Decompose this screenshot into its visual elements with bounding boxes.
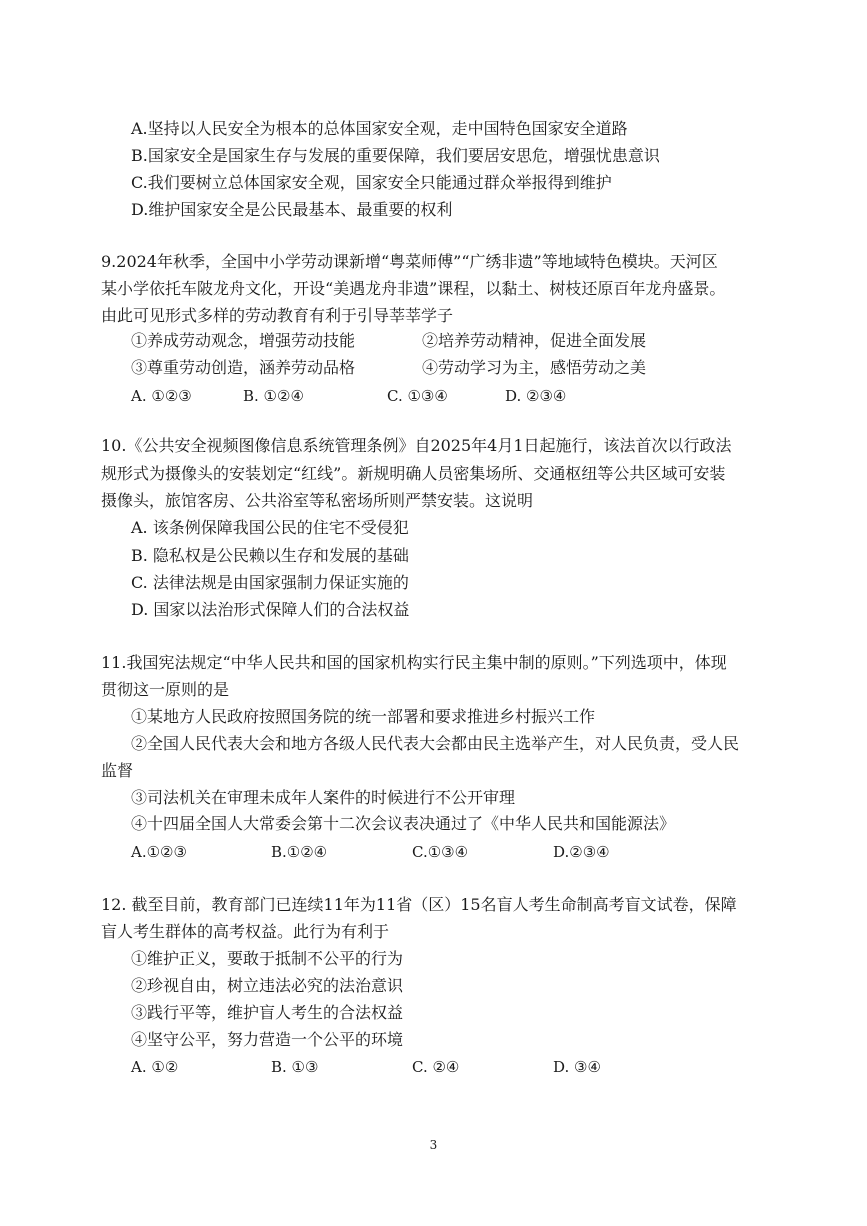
q10-stem-line: 摄像头，旅馆客房、公共浴室等私密场所则严禁安装。这说明	[101, 491, 534, 510]
q9-item-4: ④劳动学习为主，感悟劳动之美	[422, 358, 647, 377]
q11-choice-c: C.①③④	[412, 843, 469, 861]
q11-item-4: ④十四届全国人大常委会第十二次会议表决通过了《中华人民共和国能源法》	[131, 814, 676, 833]
q12-stem-line: 盲人考生群体的高考权益。此行为有利于	[101, 922, 390, 941]
q12-item-2: ②珍视自由，树立违法必究的法治意识	[131, 976, 404, 995]
q12-item-4: ④坚守公平，努力营造一个公平的环境	[131, 1030, 404, 1049]
q10-option-c: C. 法律法规是由国家强制力保证实施的	[131, 573, 409, 592]
q11-choice-b: B.①②④	[271, 843, 328, 861]
q11-choice-d: D.②③④	[553, 843, 610, 861]
q11-stem-line: 11.我国宪法规定“中华人民共和国的国家机构实行民主集中制的原则。”下列选项中，体现	[101, 653, 727, 672]
q9-choice-d: D. ②③④	[505, 387, 567, 405]
q9-choice-c: C. ①③④	[387, 387, 448, 405]
q10-option-d: D. 国家以法治形式保障人们的合法权益	[131, 600, 410, 619]
q9-item-1: ①养成劳动观念，增强劳动技能	[131, 331, 356, 350]
q12-choice-a: A. ①②	[131, 1058, 179, 1076]
q11-choice-a: A.①②③	[131, 843, 187, 861]
q10-option-a: A. 该条例保障我国公民的住宅不受侵犯	[131, 518, 409, 537]
q11-item-1: ①某地方人民政府按照国务院的统一部署和要求推进乡村振兴工作	[131, 707, 596, 726]
page-number: 3	[429, 1138, 438, 1152]
q9-item-2: ②培养劳动精神，促进全面发展	[422, 331, 647, 350]
q10-stem-line: 10.《公共安全视频图像信息系统管理条例》自2025年4月1日起施行，该法首次以行政法	[101, 436, 732, 455]
q9-stem-line: 某小学依托车陂龙舟文化，开设“美遇龙舟非遗”课程，以黏土、树枝还原百年龙舟盛景。	[101, 279, 726, 298]
q11-item-2-continued: 监督	[101, 761, 134, 780]
q12-item-1: ①维护正义，要敢于抵制不公平的行为	[131, 949, 404, 968]
q12-item-3: ③践行平等，维护盲人考生的合法权益	[131, 1003, 404, 1022]
q11-stem-line: 贯彻这一原则的是	[101, 680, 230, 699]
q12-stem-line: 12. 截至目前，教育部门已连续11年为11省（区）15名盲人考生命制高考盲文试卷，保障	[101, 895, 737, 914]
q9-choice-a: A. ①②③	[131, 387, 192, 405]
q10-option-b: B. 隐私权是公民赖以生存和发展的基础	[131, 546, 409, 565]
q12-choice-d: D. ③④	[553, 1058, 601, 1076]
q10-stem-line: 规形式为摄像头的安装划定“红线”。新规明确人员密集场所、交通枢纽等公共区域可安装	[101, 464, 726, 483]
q11-item-3: ③司法机关在审理未成年人案件的时候进行不公开审理	[131, 788, 516, 807]
q8-option-c: C.我们要树立总体国家安全观，国家安全只能通过群众举报得到维护	[131, 173, 612, 192]
q8-option-a: A.坚持以人民安全为根本的总体国家安全观，走中国特色国家安全道路	[131, 119, 628, 138]
q9-stem-line: 由此可见形式多样的劳动教育有利于引导莘莘学子	[101, 306, 454, 325]
q9-choice-b: B. ①②④	[243, 387, 304, 405]
q9-stem-line: 9.2024年秋季，全国中小学劳动课新增“粤菜师傅”“广绣非遗”等地域特色模块。天河区	[101, 252, 718, 271]
q12-choice-c: C. ②④	[412, 1058, 460, 1076]
q8-option-b: B.国家安全是国家生存与发展的重要保障，我们要居安思危，增强忧患意识	[131, 146, 660, 165]
q8-option-d: D.维护国家安全是公民最基本、最重要的权利	[131, 200, 453, 219]
q11-item-2: ②全国人民代表大会和地方各级人民代表大会都由民主选举产生，对人民负责，受人民	[131, 734, 740, 753]
q9-item-3: ③尊重劳动创造，涵养劳动品格	[131, 358, 356, 377]
q12-choice-b: B. ①③	[271, 1058, 319, 1076]
